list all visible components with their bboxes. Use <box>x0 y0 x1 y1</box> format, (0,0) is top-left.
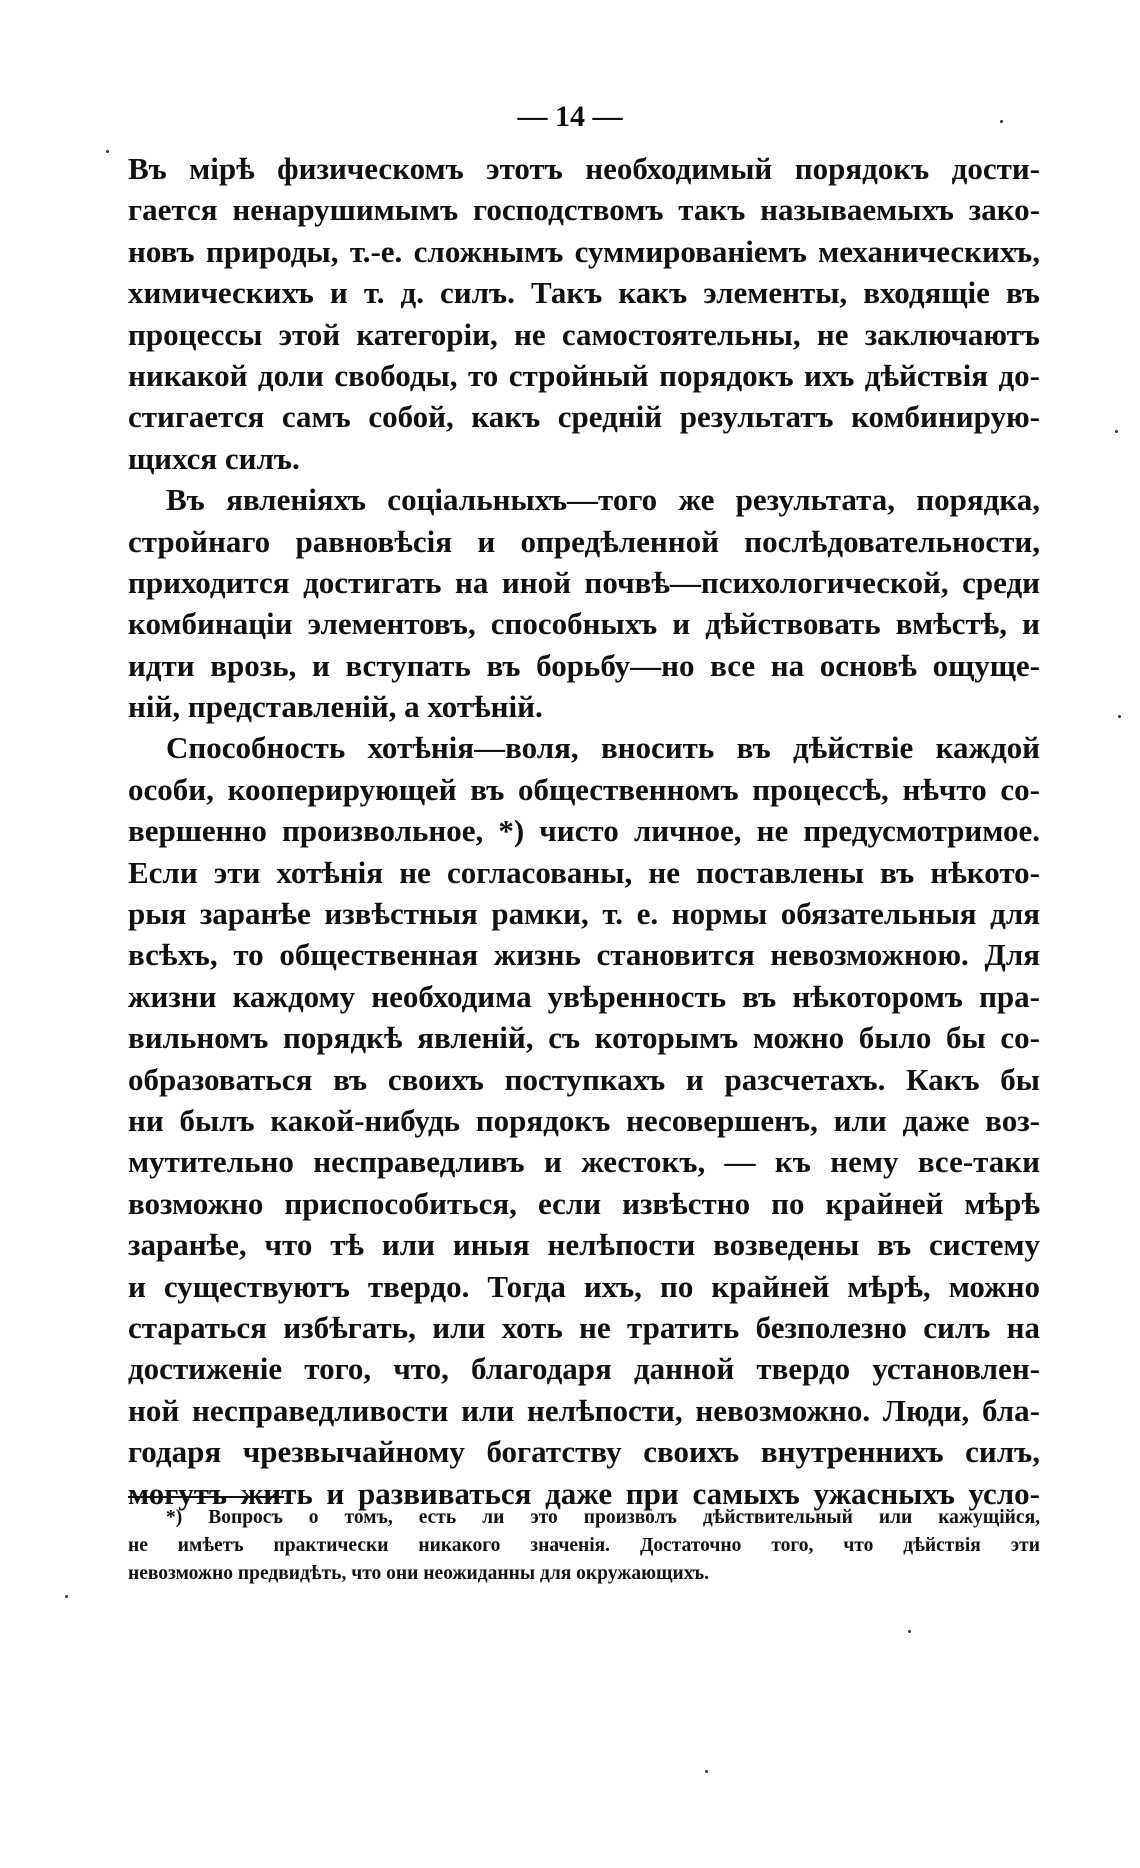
text-line: стройнаго равновѣсія и опредѣленной послѣдовательности, <box>128 523 1040 559</box>
footnote-line: *) Вопросъ о томъ, есть ли это произволъ дѣйствительный или кажущійся, <box>166 1507 1040 1528</box>
text-line: жизни каждому необходима увѣренность въ нѣкоторомъ пра- <box>128 978 1040 1014</box>
text-line: Если эти хотѣнія не согласованы, не поставлены въ нѣкото- <box>128 854 1040 890</box>
text-line: достиженіе того, что, благодаря данной твердо установлен- <box>128 1351 1040 1387</box>
text-line: и существуютъ твердо. Тогда ихъ, по крайней мѣрѣ, можно <box>128 1268 1040 1304</box>
footnote-line: не имѣетъ практически никакого значенія. Достаточно того, что дѣйствія эти <box>128 1535 1040 1556</box>
text-line: приходится достигать на иной почвѣ—психологической, среди <box>128 564 1040 600</box>
footnote-line: невозможно предвидѣть, что они неожиданны для окружающихъ. <box>128 1563 709 1584</box>
text-line: годаря чрезвычайному богатству своихъ внутреннихъ силъ, <box>128 1434 1040 1470</box>
text-line: образоваться въ своихъ поступкахъ и разсчетахъ. Какъ бы <box>128 1061 1040 1097</box>
print-speck <box>1000 120 1003 123</box>
text-line: мутительно несправедливъ и жестокъ, — къ нему все-таки <box>128 1144 1040 1180</box>
text-line: стараться избѣгать, или хоть не тратить безполезно силъ на <box>128 1309 1040 1345</box>
body-text <box>128 148 1040 1514</box>
print-speck <box>106 150 109 153</box>
text-line: особи, кооперирующей въ общественномъ процессѣ, нѣчто со- <box>128 771 1040 807</box>
text-line: химическихъ и т. д. силъ. Такъ какъ элементы, входящіе въ <box>128 275 1040 311</box>
text-line: комбинаціи элементовъ, способныхъ и дѣйствовать вмѣстѣ, и <box>128 606 1040 642</box>
text-line: стигается самъ собой, какъ средній результатъ комбинирую- <box>128 399 1040 435</box>
footnote-divider <box>128 1496 284 1498</box>
text-line: идти врозь, и вступать въ борьбу—но все на основѣ ощуще- <box>128 647 1040 683</box>
text-line: могутъ жить и развиваться даже при самыхъ ужасныхъ усло- <box>128 1475 1040 1511</box>
text-line: вильномъ порядкѣ явленій, съ которымъ можно было бы со- <box>128 1020 1040 1056</box>
print-speck <box>1115 430 1118 433</box>
text-line: Способность хотѣнія—воля, вносить въ дѣйствіе каждой <box>166 730 1040 766</box>
text-line: щихся силъ. <box>128 440 300 476</box>
print-speck <box>705 1770 708 1773</box>
text-line: вершенно произвольное, *) чисто личное, не предусмотримое. <box>128 813 1040 849</box>
text-line: ни былъ какой-нибудь порядокъ несовершенъ, или даже воз- <box>128 1102 1040 1138</box>
text-line: всѣхъ, то общественная жизнь становится невозможною. Для <box>128 937 1040 973</box>
text-line: Въ явленіяхъ соціальныхъ—того же результата, порядка, <box>166 482 1040 518</box>
text-line: ній, представленій, а хотѣній. <box>128 689 543 725</box>
text-line: гается ненарушимымъ господствомъ такъ называемыхъ зако- <box>128 192 1040 228</box>
page-number: — 14 — <box>517 100 623 133</box>
text-line: новъ природы, т.-е. сложнымъ суммированіемъ механическихъ, <box>128 233 1040 269</box>
text-line: рыя заранѣе извѣстныя рамки, т. е. нормы обязательныя для <box>128 896 1040 932</box>
text-line: Въ мірѣ физическомъ этотъ необходимый порядокъ дости- <box>128 151 1040 186</box>
footnotes <box>128 1504 1040 1588</box>
text-line: заранѣе, что тѣ или иныя нелѣпости возведены въ систему <box>128 1227 1040 1263</box>
print-speck <box>908 1630 911 1633</box>
text-line: процессы этой категоріи, не самостоятельны, не заключаютъ <box>128 316 1040 352</box>
text-line: ной несправедливости или нелѣпости, невозможно. Люди, бла- <box>128 1392 1040 1428</box>
print-speck <box>65 1595 68 1598</box>
text-line: возможно приспособиться, если извѣстно по крайней мѣрѣ <box>128 1185 1040 1221</box>
print-speck <box>1118 715 1121 718</box>
text-line: никакой доли свободы, то стройный порядокъ ихъ дѣйствія до- <box>128 357 1040 393</box>
